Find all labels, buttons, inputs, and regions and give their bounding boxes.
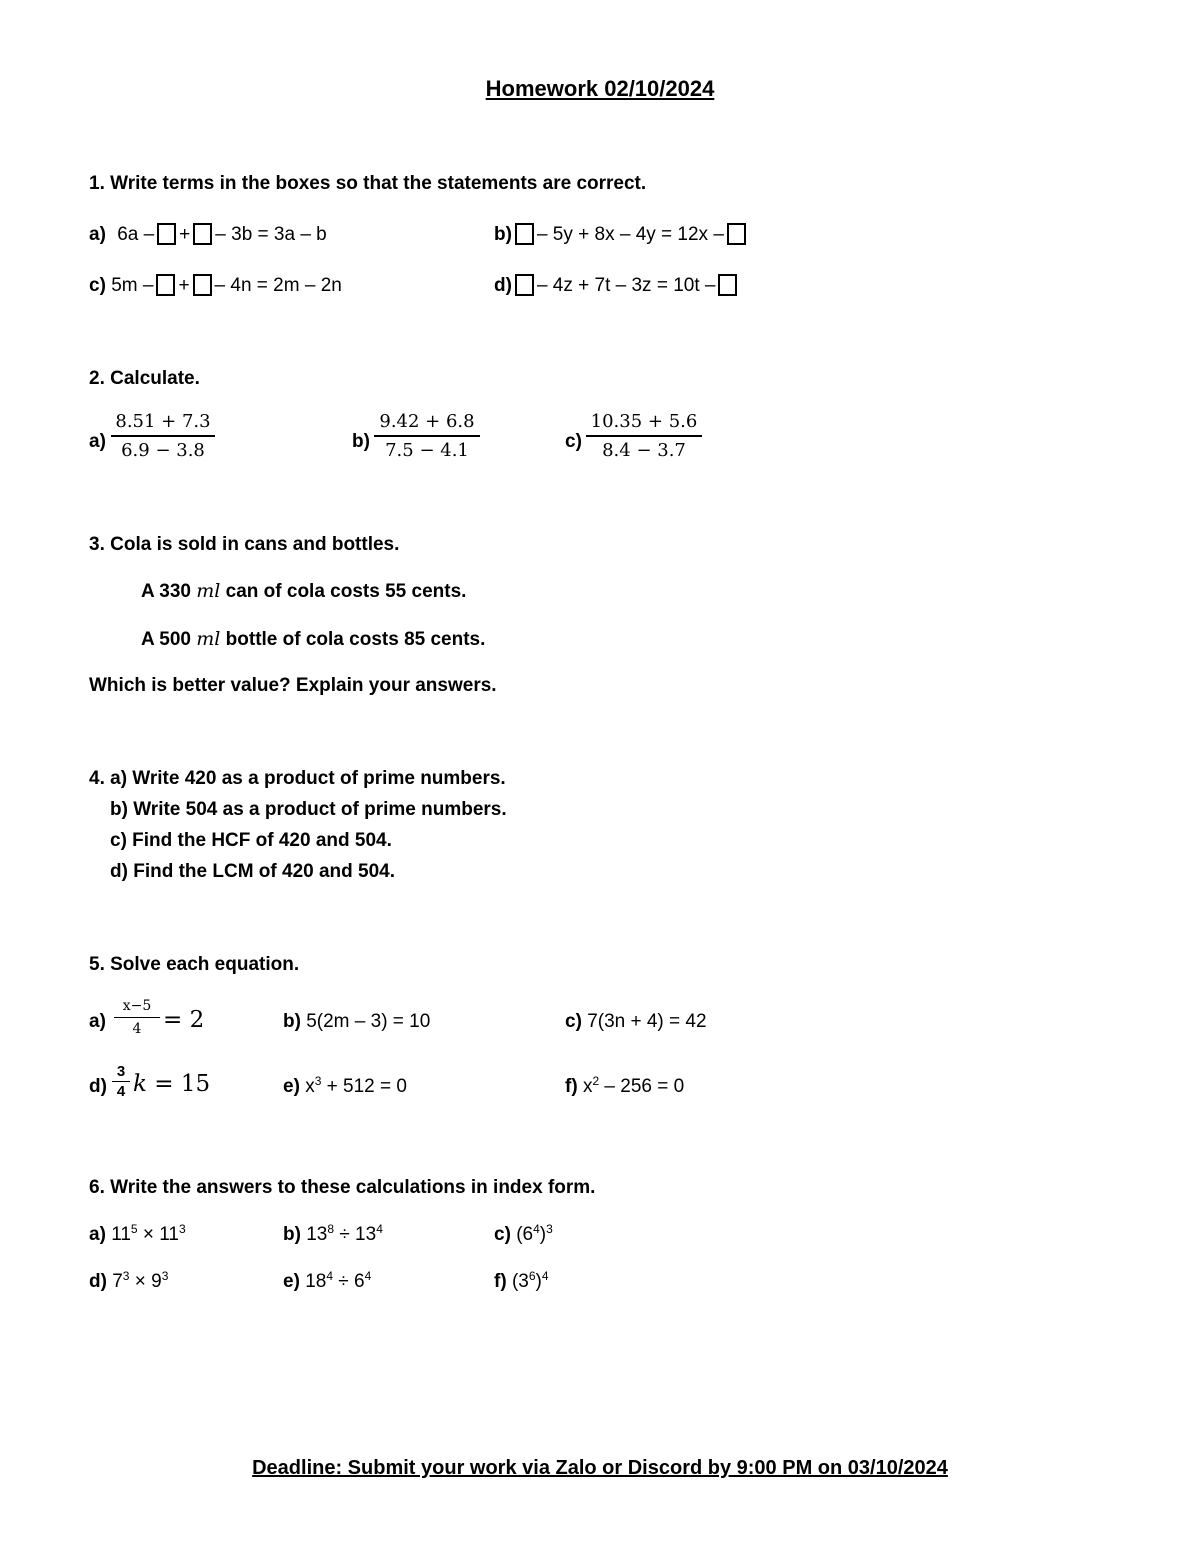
q6b-base2: 13 [355, 1224, 377, 1245]
q6a-label: a) [89, 1224, 106, 1245]
q1d-part1: – 4z + 7t – 3z = 10t – [536, 275, 716, 296]
q1c-part0: 5m – [111, 275, 154, 296]
q3-bottle-text-end: bottle of cola costs 85 cents. [220, 629, 486, 650]
q6f-close: ) [535, 1271, 542, 1292]
deadline-notice: Deadline: Submit your work via Zalo or Discord by 9:00 PM on 03/10/2024 [252, 1457, 948, 1479]
q2a-numerator: 8.51 + 7.3 [115, 411, 211, 432]
q6c-label: c) [494, 1224, 511, 1245]
q2c-label: c) [565, 431, 582, 452]
q6b [283, 1224, 383, 1246]
q1c-part2: + [178, 275, 190, 296]
q6a-operator: × [137, 1224, 160, 1245]
q2a-label: a) [89, 431, 106, 452]
answer-box[interactable] [156, 274, 175, 296]
q6c-exp1: 4 [533, 1222, 540, 1236]
unit-ml: ml [196, 628, 221, 650]
q2c-denominator: 8.4 − 3.7 [602, 440, 686, 461]
q5d-equals: = 15 [146, 1071, 211, 1097]
q5b-equation: 5(2m – 3) = 10 [306, 1011, 431, 1032]
q6b-exp2: 4 [376, 1222, 383, 1236]
q5e-base: x [305, 1076, 315, 1097]
q6c-open: (6 [516, 1224, 534, 1245]
answer-box[interactable] [193, 274, 212, 296]
q3-bottle-text: A 500 [141, 629, 197, 650]
q2a-denominator: 6.9 − 3.8 [121, 440, 205, 461]
q5e-rest: + 512 = 0 [321, 1076, 407, 1097]
q1a-part1: 6a – [117, 224, 155, 245]
q1c [89, 274, 342, 297]
q3-can-text-end: can of cola costs 55 cents. [220, 581, 467, 602]
q2-heading: 2. Calculate. [89, 368, 200, 389]
unit-ml: ml [196, 580, 221, 602]
q3-heading: 3. Cola is sold in cans and bottles. [89, 534, 400, 555]
q6f-exp2: 4 [541, 1269, 549, 1283]
q2b-numerator: 9.42 + 6.8 [379, 411, 475, 432]
q3-can-line [141, 580, 466, 603]
q5d-numerator: 3 [116, 1063, 126, 1080]
q6d [89, 1271, 168, 1293]
q6e-operator: ÷ [333, 1271, 355, 1292]
q3-question: Which is better value? Explain your answers. [89, 675, 497, 696]
q6b-label: b) [283, 1224, 301, 1245]
q6a-exp2: 3 [179, 1222, 186, 1236]
q6b-operator: ÷ [334, 1224, 356, 1245]
q6b-exp1: 8 [327, 1222, 335, 1236]
q5d-rhs [133, 1071, 210, 1097]
q5-heading: 5. Solve each equation. [89, 954, 300, 975]
q1d [494, 274, 740, 297]
q5a-denominator: 4 [132, 1021, 142, 1037]
q6d-operator: × [129, 1271, 152, 1292]
q5a-label: a) [89, 1011, 106, 1032]
q6d-base2: 9 [151, 1271, 162, 1292]
q6e-exp2: 4 [364, 1269, 372, 1283]
q3-bottle-line [141, 628, 485, 651]
q5e-exponent: 3 [314, 1074, 322, 1088]
q1b-part1: – 5y + 8x – 4y = 12x – [536, 224, 724, 245]
q6e-base1: 18 [305, 1271, 327, 1292]
q1a-part3: – 3b = 3a – b [215, 224, 327, 245]
q6d-label: d) [89, 1271, 107, 1292]
q5b-label: b) [283, 1011, 301, 1032]
q6e-label: e) [283, 1271, 300, 1292]
answer-box[interactable] [727, 223, 746, 245]
q6c-exp2: 3 [546, 1222, 553, 1236]
page-title: Homework 02/10/2024 [485, 76, 715, 101]
q6b-base1: 13 [306, 1224, 328, 1245]
q1-heading: 1. Write terms in the boxes so that the statements are correct. [89, 173, 647, 194]
q5e-label: e) [283, 1076, 300, 1097]
q1a-label: a) [89, 224, 106, 245]
q6d-exp2: 3 [161, 1269, 169, 1283]
q5f-base: x [582, 1076, 593, 1097]
q6a [89, 1224, 186, 1246]
q5a-fraction [114, 998, 160, 1037]
q6a-base2: 11 [159, 1224, 179, 1245]
q4d: d) Find the LCM of 420 and 504. [110, 861, 396, 882]
q6d-exp1: 3 [122, 1269, 130, 1283]
q1c-label: c) [89, 275, 106, 296]
q2b-label: b) [352, 431, 370, 452]
q1a-part2: + [179, 224, 191, 245]
q6-heading: 6. Write the answers to these calculations in index form. [89, 1177, 596, 1198]
q5f-label: f) [565, 1076, 578, 1097]
answer-box[interactable] [515, 274, 534, 296]
q6c [494, 1224, 553, 1246]
q5b [283, 1011, 430, 1033]
q6a-base1: 11 [111, 1224, 131, 1245]
q5a-numerator: x−5 [122, 998, 152, 1014]
q2b-denominator: 7.5 − 4.1 [385, 440, 469, 461]
q5c [565, 1011, 707, 1033]
q5c-label: c) [565, 1011, 582, 1032]
q4b: b) Write 504 as a product of prime numbers. [110, 799, 507, 820]
q6e-exp1: 4 [326, 1269, 334, 1283]
q1c-part3: – 4n = 2m – 2n [214, 275, 342, 296]
q6a-exp1: 5 [130, 1222, 138, 1236]
q1a [89, 223, 327, 246]
q6e [283, 1271, 371, 1293]
q6f-exp1: 6 [528, 1269, 536, 1283]
q5d-variable: k [133, 1071, 147, 1097]
q4a: 4. a) Write 420 as a product of prime numbers. [89, 768, 506, 789]
q3-can-text: A 330 [141, 581, 197, 602]
q1b [494, 223, 749, 246]
q6e-base2: 6 [354, 1271, 365, 1292]
q5d-label: d) [89, 1076, 107, 1097]
q5e [283, 1076, 407, 1098]
q6f-open: (3 [511, 1271, 529, 1292]
q5a-rhs: = 2 [163, 1007, 205, 1033]
q5f-exponent: 2 [592, 1074, 600, 1088]
q6d-base1: 7 [112, 1271, 123, 1292]
q2a-fraction [111, 411, 215, 461]
q6c-close: ) [539, 1224, 547, 1245]
q5f-rest: – 256 = 0 [599, 1076, 685, 1097]
answer-box[interactable] [515, 223, 534, 245]
q1b-label: b) [494, 224, 512, 245]
q4c: c) Find the HCF of 420 and 504. [110, 830, 392, 851]
q5d-denominator: 4 [116, 1083, 126, 1100]
answer-box[interactable] [193, 223, 212, 245]
q5c-equation: 7(3n + 4) = 42 [587, 1011, 707, 1032]
q2b-fraction [374, 411, 480, 461]
q6f [494, 1271, 549, 1293]
q5d-fraction [112, 1063, 130, 1100]
q1d-label: d) [494, 275, 512, 296]
q2c-fraction [586, 411, 702, 461]
q5f [565, 1076, 684, 1098]
answer-box[interactable] [157, 223, 176, 245]
q6f-label: f) [494, 1271, 507, 1292]
q2c-numerator: 10.35 + 5.6 [590, 411, 698, 432]
answer-box[interactable] [718, 274, 737, 296]
